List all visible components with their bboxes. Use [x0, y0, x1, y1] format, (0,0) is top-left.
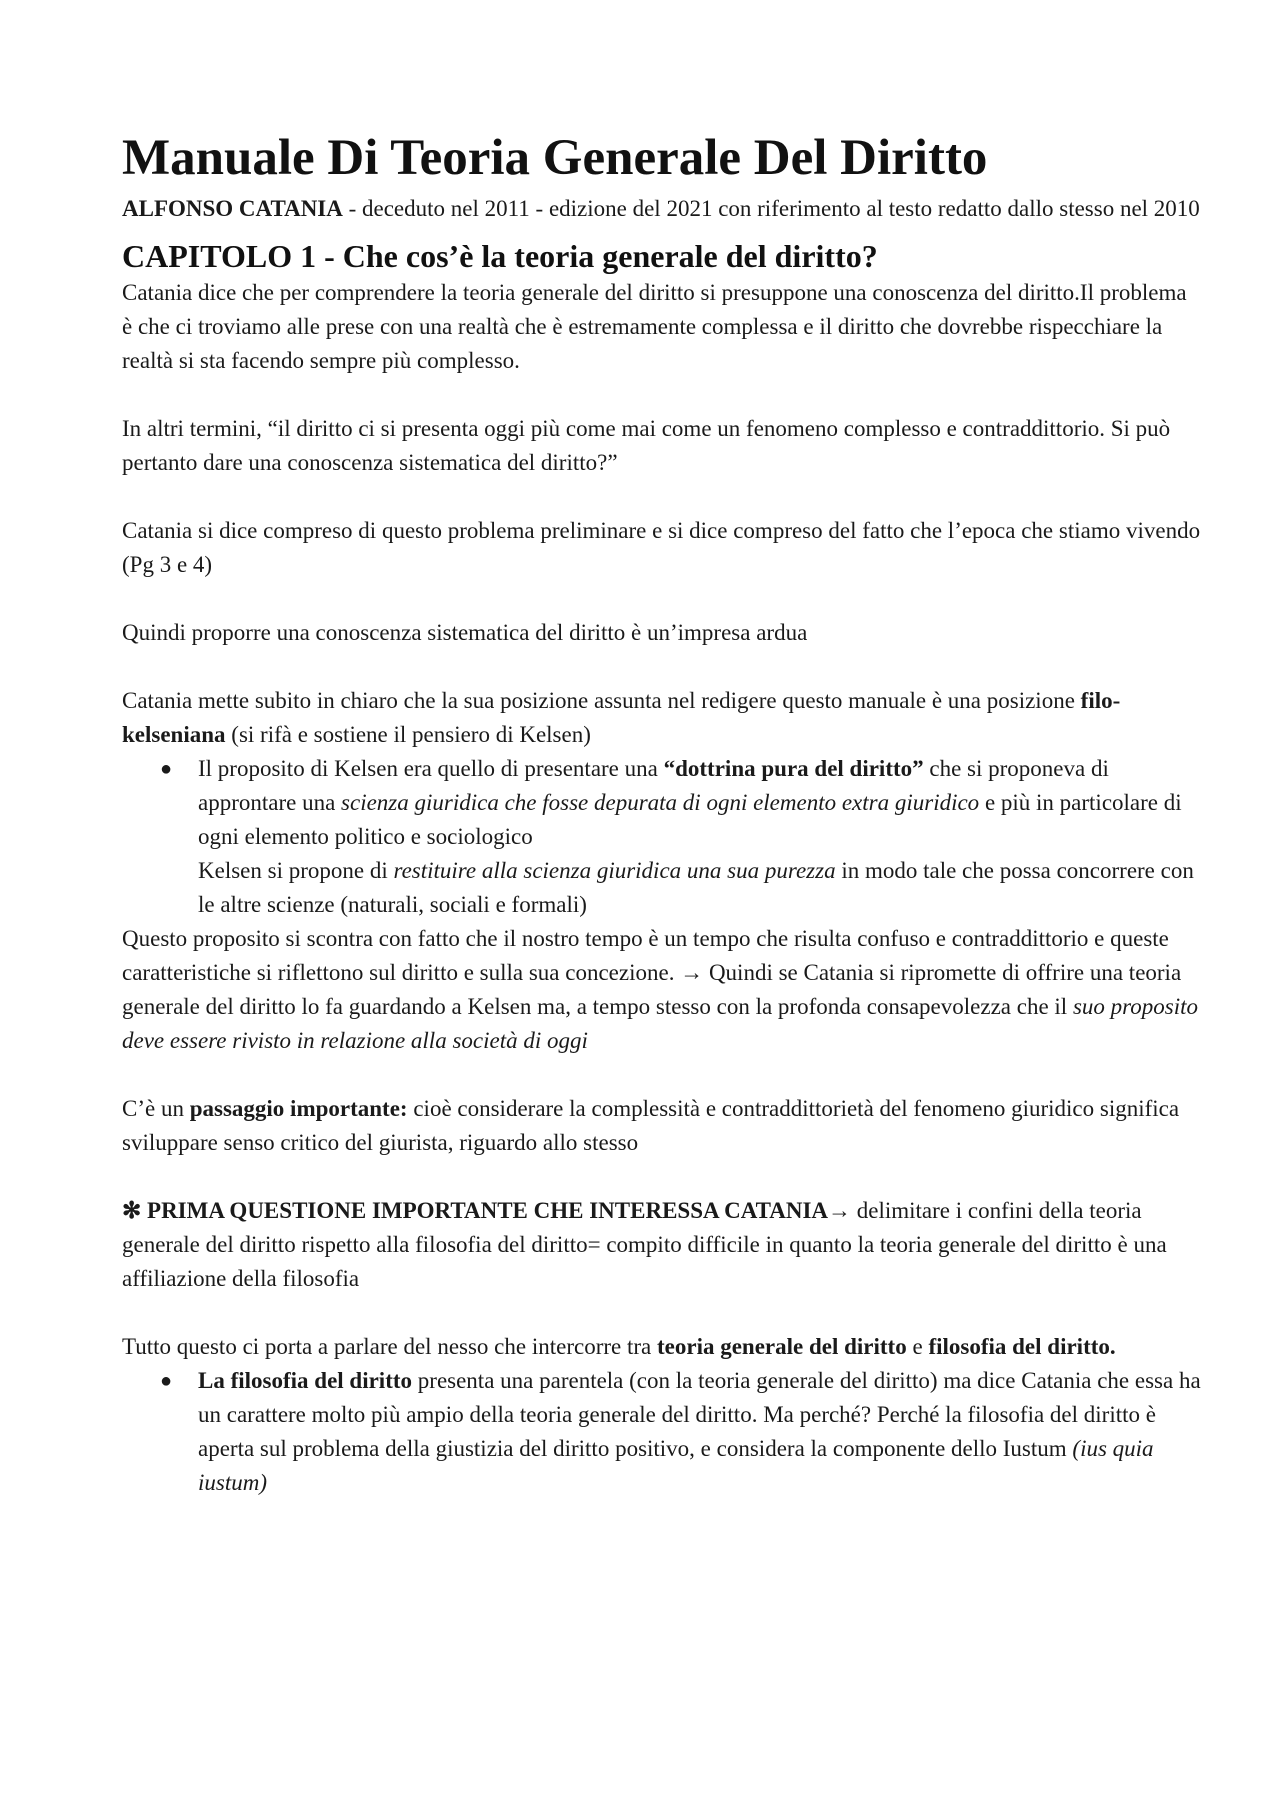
text-span: cioè considerare la complessità e contraddittorietà del fenomeno giuridico significa sviluppare senso critico del giurista, riguardo allo stesso — [122, 1096, 1180, 1155]
page-reference: (Pg 3 e 4) — [122, 552, 213, 577]
bold-term: filo-kelseniana — [122, 688, 1121, 747]
text-span: (si rifà e sostiene il pensiero di Kelsen) — [225, 722, 591, 747]
text-span: in modo tale che possa concorrere con le altre scienze (naturali, sociali e formali) — [198, 858, 1194, 917]
text-span: C’è un — [122, 1096, 190, 1121]
bold-term: teoria generale del diritto — [657, 1334, 907, 1359]
paragraph-epoch: Catania si dice compreso di questo problema preliminare e si dice compreso del fatto che l’epoca che stiamo vivendo — [122, 518, 1201, 543]
author-name: ALFONSO CATANIA — [122, 196, 343, 221]
chapter-title: CAPITOLO 1 - Che cos’è la teoria generale del diritto? — [122, 238, 878, 274]
text-span: Tutto questo ci porta a parlare del nesso che intercorre tra — [122, 1334, 657, 1359]
author-line — [122, 192, 1202, 226]
italic-phrase: (ius quia iustum) — [198, 1436, 1154, 1495]
paragraph-nesso — [122, 1330, 1202, 1364]
text-span: che si proponeva di approntare una — [198, 756, 1109, 815]
bullet-list-filosofia — [122, 1364, 1202, 1500]
paragraph-prima-questione — [122, 1194, 1202, 1296]
bullet-item-filosofia — [122, 1364, 1202, 1500]
text-span: Il proposito di Kelsen era quello di presentare una — [198, 756, 664, 781]
document-page — [122, 128, 1202, 1500]
paragraph-position — [122, 684, 1202, 752]
italic-phrase: restituire alla scienza giuridica una sua purezza — [393, 858, 836, 883]
text-span: e più in particolare di ogni elemento politico e sociologico — [198, 790, 1182, 849]
bullet-dot-icon: ● — [160, 758, 173, 780]
text-span: presenta una parentela (con la teoria generale del diritto) ma dice Catania che essa ha un carattere molto più ampio della teoria generale del diritto. Ma perché? Perché la filosofia del diritto è aperta sul problema della giustizia del diritto positivo, e considera la componente dello Iustum — [198, 1368, 1201, 1461]
text-span: delimitare i confini della teoria generale del diritto rispetto alla filosofia del diritto= compito difficile in quanto la teoria generale del diritto è una affiliazione della filosofia — [122, 1198, 1167, 1291]
italic-phrase: suo proposito deve essere rivisto in relazione alla società di oggi — [122, 994, 1198, 1053]
italic-phrase: scienza giuridica che fosse depurata di ogni elemento extra giuridico — [341, 790, 980, 815]
bold-term: “dottrina pura del diritto” — [663, 756, 924, 781]
bold-term: passaggio importante: — [189, 1096, 408, 1121]
document-title: Manuale Di Teoria Generale Del Diritto — [122, 130, 988, 186]
text-span: Kelsen si propone di — [198, 858, 394, 883]
bullet-item-kelsen — [122, 752, 1202, 922]
paragraph-confuso — [122, 922, 1202, 1058]
bold-term: filosofia del diritto. — [928, 1334, 1116, 1359]
text-span: Catania mette subito in chiaro che la sua posizione assunta nel redigere questo manuale è una posizione — [122, 688, 1081, 713]
text-span: e — [906, 1334, 929, 1359]
paragraph-passaggio — [122, 1092, 1202, 1160]
paragraph-intro: Catania dice che per comprendere la teoria generale del diritto si presuppone una conoscenza del diritto.Il problema è che ci troviamo alle prese con una realtà che è estremamente complessa e il diritto che dovrebbe rispecchiare la realtà si sta facendo sempre più complesso. — [122, 280, 1187, 373]
paragraph-quote: In altri termini, “il diritto ci si presenta oggi più come mai come un fenomeno complesso e contraddittorio. Si può pertanto dare una conoscenza sistematica del diritto?” — [122, 416, 1171, 475]
bullet-list-kelsen — [122, 752, 1202, 922]
author-details: - deceduto nel 2011 - edizione del 2021 con riferimento al testo redatto dallo stesso nel 2010 — [342, 196, 1200, 221]
text-span: Questo proposito si scontra con fatto che il nostro tempo è un tempo che risulta confuso e contraddittorio e queste caratteristiche si riflettono sul diritto e sulla sua concezione. → Quindi se Catania si ripromette di offrire una teoria generale del diritto lo fa guardando a Kelsen ma, a tempo stesso con la profonda consapevolezza che il — [122, 926, 1182, 1019]
paragraph-ardua: Quindi proporre una conoscenza sistematica del diritto è un’impresa ardua — [122, 620, 808, 645]
bold-term: La filosofia del diritto — [198, 1368, 413, 1393]
bold-heading: ✻ PRIMA QUESTIONE IMPORTANTE CHE INTERESSA CATANIA→ — [122, 1198, 852, 1223]
bullet-dot-icon: ● — [160, 1370, 173, 1392]
